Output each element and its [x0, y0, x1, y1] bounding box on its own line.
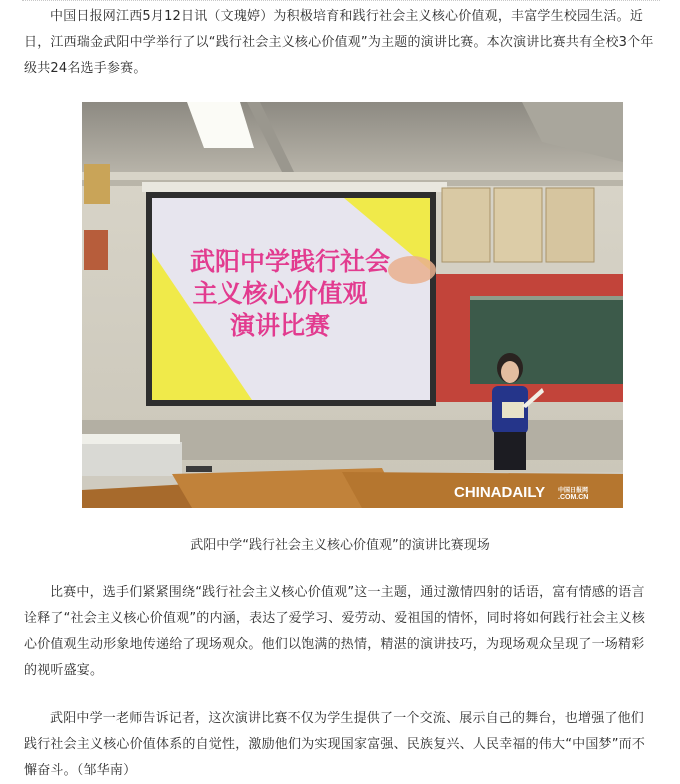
watermark: CHINADAILY	[454, 484, 546, 501]
slide-line-3: 演讲比赛	[229, 311, 331, 340]
slide-line-1: 武阳中学践行社会	[189, 247, 391, 276]
photo-caption: 武阳中学“践行社会主义核心价值观”的演讲比赛现场	[190, 538, 490, 553]
article-paragraph-1: 中国日报网江西5月12日讯（文瑰婷）为积极培育和践行社会主义核心价值观，丰富学生校园生活。近日，江西瑞金武阳中学举行了以“践行社会主义核心价值观”为主题的演讲比赛。本次演讲比赛共有全校3个年级共24名选手参赛。	[24, 9, 654, 76]
watermark-suffix: 中国日报网	[558, 488, 589, 494]
watermark-domain: .COM.CN	[558, 494, 589, 501]
news-photo	[82, 102, 623, 508]
slide-line-2: 主义核心价值观	[192, 279, 368, 308]
article-paragraph-3: 武阳中学一老师告诉记者，这次演讲比赛不仅为学生提供了一个交流、展示自己的舞台，也增强了他们践行社会主义核心价值体系的自觉性，激励他们为实现国家富强、民族复兴、人民幸福的伟大“中国梦”而不懈奋斗。（邹华南）	[24, 711, 646, 778]
top-divider	[22, 0, 660, 1]
article-paragraph-2: 比赛中，选手们紧紧围绕“践行社会主义核心价值观”这一主题，通过激情四射的话语，富有情感的语言诠释了“社会主义核心价值观”的内涵，表达了爱学习、爱劳动、爱祖国的情怀，同时将如何践行社会主义核心价值观生动形象地传递给了现场观众。他们以饱满的热情，精湛的演讲技巧，为现场观众呈现了一场精彩的视听盛宴。	[24, 585, 646, 678]
speech-contest-scene	[82, 102, 623, 508]
